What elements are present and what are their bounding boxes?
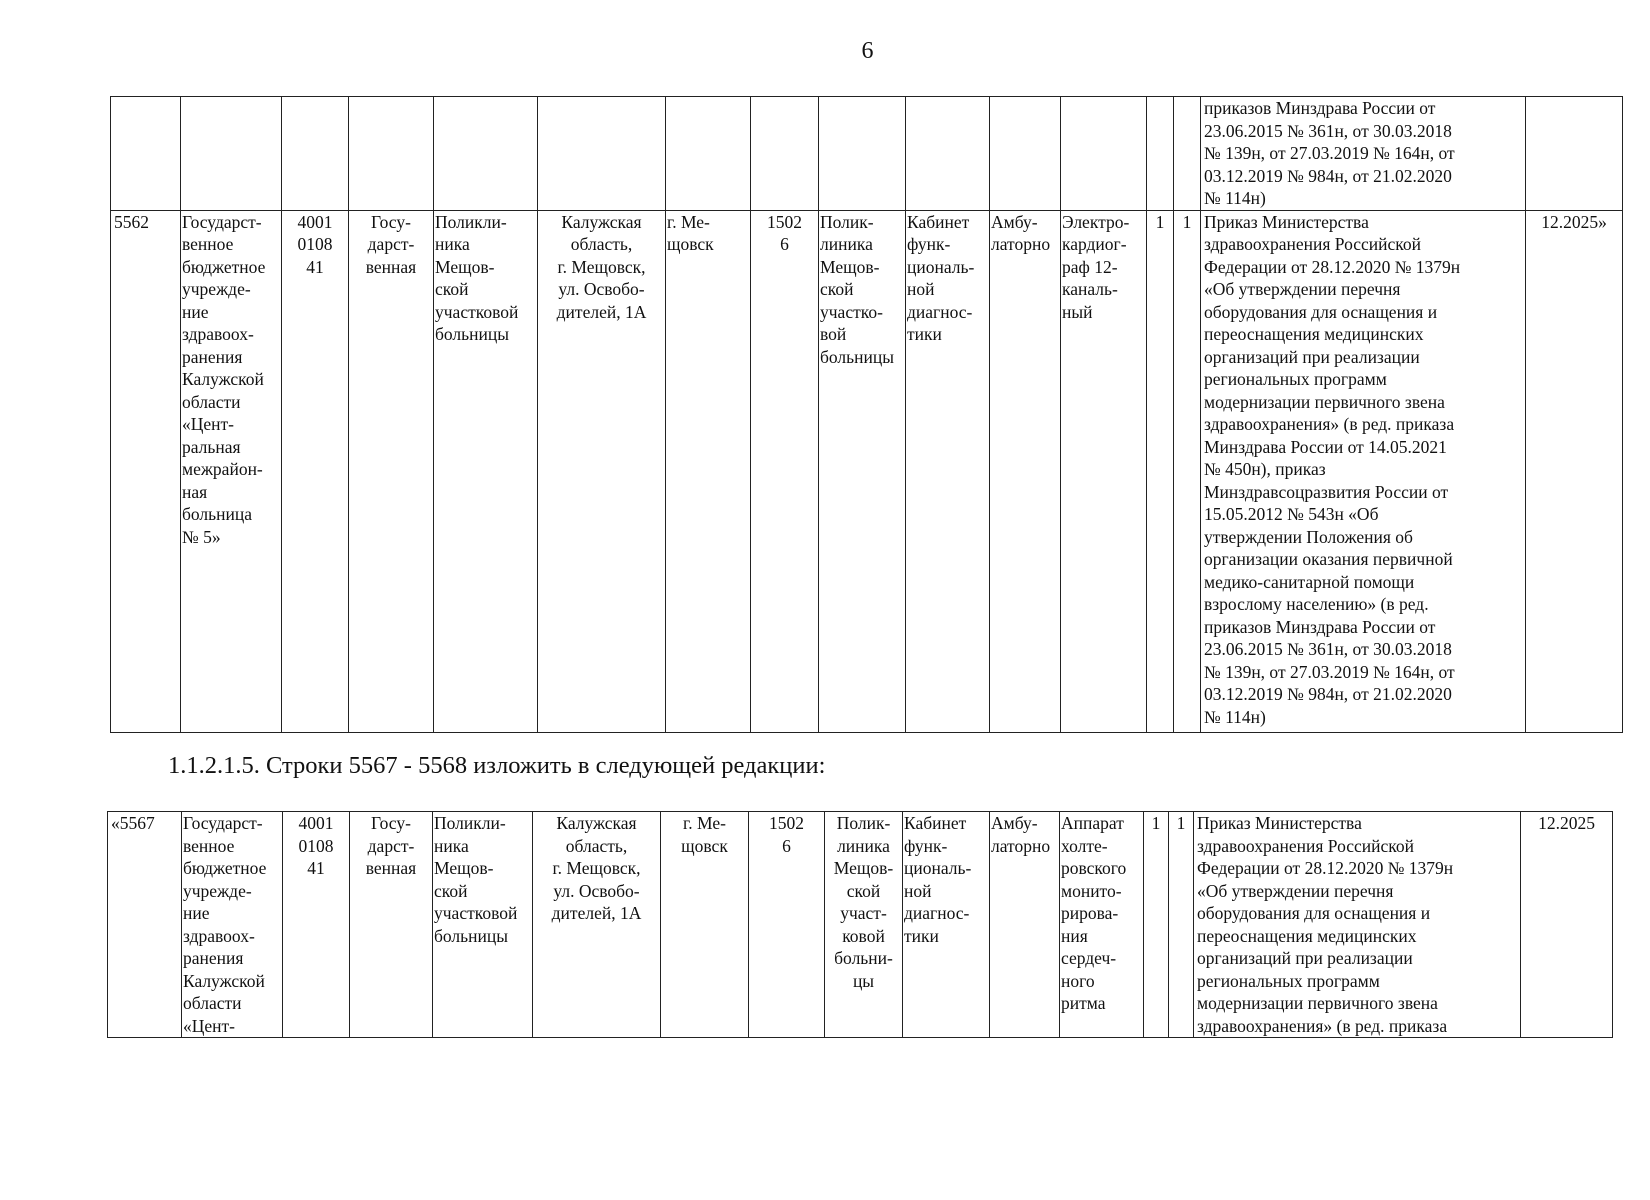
deadline-cell: 12.2025 bbox=[1521, 812, 1613, 1038]
care-type-cell: Амбу- латорно bbox=[990, 210, 1061, 732]
row-number-cell: «5567 bbox=[108, 812, 182, 1038]
page-number: 6 bbox=[861, 38, 874, 64]
structural-unit-cell: Полик- линика Мещов- ской участко- вой больницы bbox=[819, 210, 906, 732]
care-type-cell: Амбу- латорно bbox=[990, 812, 1060, 1038]
legal-basis-cell: Приказ Министерства здравоохранения Российской Федерации от 28.12.2020 № 1379н «Об утверждении перечня оборудования для оснащения и переоснащения медицинских организаций при реализации региональных программ модернизации первичного звена здравоохранения» (в ред. приказа Минздрава России от 14.05.2021 № 450н), приказ Минздравсоцразвития России от 15.05.2012 № 543н «Об утверждении Положения об организации оказания первичной медико-санитарной помощи взрослому населению» (в ред. приказов Минздрава России от 23.06.2015 № 361н, от 30.03.2018 № 139н, от 27.03.2019 № 164н, от 03.12.2019 № 984н, от 21.02.2020 № 114н) bbox=[1201, 210, 1526, 732]
cabinet-cell: Кабинет функ- циональ- ной диагнос- тики bbox=[903, 812, 990, 1038]
quantity-cell: 1 bbox=[1174, 210, 1201, 732]
equipment-cell: Электро- кардиог- раф 12- каналь- ный bbox=[1061, 210, 1147, 732]
organization-code-cell: 4001 0108 41 bbox=[283, 812, 350, 1038]
equipment-cell: Аппарат холте- ровского монито- рирова- ния сердеч- ного ритма bbox=[1060, 812, 1144, 1038]
quantity-cell: 1 bbox=[1147, 210, 1174, 732]
settlement-cell: г. Ме- щовск bbox=[666, 210, 751, 732]
section-heading: 1.1.2.1.5. Строки 5567 - 5568 изложить в следующей редакции: bbox=[168, 752, 826, 779]
equipment-table-continued bbox=[110, 96, 1623, 733]
subdivision-cell: Поликли- ника Мещов- ской участковой больницы bbox=[433, 812, 533, 1038]
organization-cell: Государст- венное бюджетное учрежде- ние здравоох- ранения Калужской области «Цент- ральная межрайон- ная больница № 5» bbox=[181, 210, 282, 732]
quantity-cell: 1 bbox=[1169, 812, 1194, 1038]
okato-cell: 1502 6 bbox=[749, 812, 825, 1038]
address-cell: Калужская область, г. Мещовск, ул. Освобо- дителей, 1А bbox=[538, 210, 666, 732]
ownership-cell: Госу- дарст- венная bbox=[350, 812, 433, 1038]
cabinet-cell: Кабинет функ- циональ- ной диагнос- тики bbox=[906, 210, 990, 732]
legal-basis-cell: приказов Минздрава России от 23.06.2015 № 361н, от 30.03.2018 № 139н, от 27.03.2019 № 164н, от 03.12.2019 № 984н, от 21.02.2020 № 114н) bbox=[1201, 97, 1526, 211]
organization-code-cell: 4001 0108 41 bbox=[282, 210, 349, 732]
organization-cell: Государст- венное бюджетное учрежде- ние здравоох- ранения Калужской области «Цент- bbox=[182, 812, 283, 1038]
row-number-cell: 5562 bbox=[111, 210, 181, 732]
equipment-table-new-edition bbox=[107, 811, 1613, 1038]
subdivision-cell: Поликли- ника Мещов- ской участковой больницы bbox=[434, 210, 538, 732]
table-row bbox=[111, 97, 1623, 211]
okato-cell: 1502 6 bbox=[751, 210, 819, 732]
table-row bbox=[111, 210, 1623, 732]
quantity-cell: 1 bbox=[1144, 812, 1169, 1038]
ownership-cell: Госу- дарст- венная bbox=[349, 210, 434, 732]
settlement-cell: г. Ме- щовск bbox=[661, 812, 749, 1038]
table-row bbox=[108, 812, 1613, 1038]
deadline-cell: 12.2025» bbox=[1526, 210, 1623, 732]
legal-basis-cell: Приказ Министерства здравоохранения Российской Федерации от 28.12.2020 № 1379н «Об утверждении перечня оборудования для оснащения и переоснащения медицинских организаций при реализации региональных программ модернизации первичного звена здравоохранения» (в ред. приказа bbox=[1194, 812, 1521, 1038]
structural-unit-cell: Полик- линика Мещов- ской участ- ковой больни- цы bbox=[825, 812, 903, 1038]
address-cell: Калужская область, г. Мещовск, ул. Освобо- дителей, 1А bbox=[533, 812, 661, 1038]
